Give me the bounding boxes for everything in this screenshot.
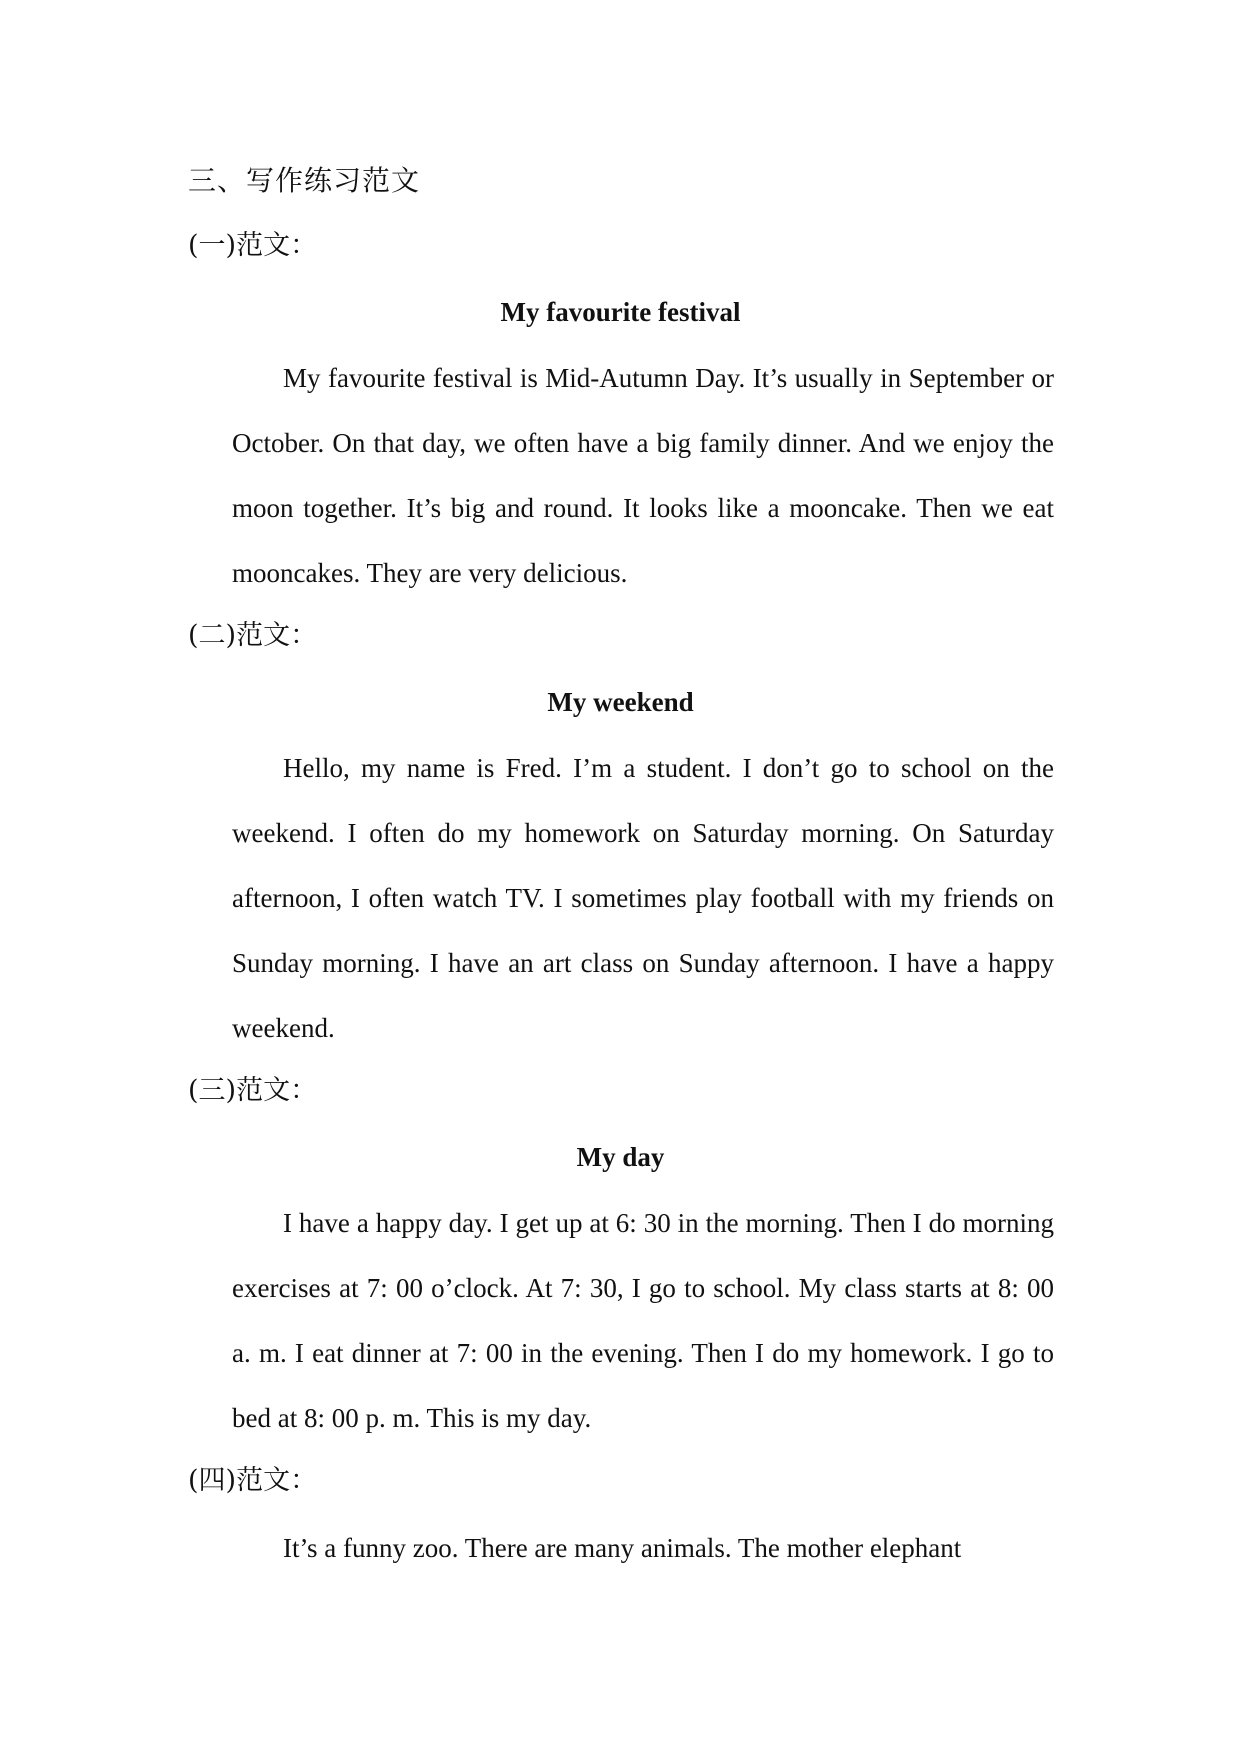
essay-2-label: (二)范文：	[188, 620, 318, 651]
essay-1-title: My favourite festival	[500, 297, 741, 327]
essay-2-title: My weekend	[547, 687, 694, 717]
essay-4-body: It’s a funny zoo. There are many animals. The mother elephant	[283, 1533, 962, 1563]
essay-3-label: (三)范文：	[188, 1075, 318, 1106]
essay-1-body: My favourite festival is Mid-Autumn Day. It’s usually in September or October. On that day, we often have a big family dinner. And we enjoy the moon together. It’s big and round. It looks like a mooncake. Then we eat mooncakes. They are very delicious.	[232, 363, 1054, 588]
section-heading: 三、写作练习范文	[188, 164, 421, 197]
essay-4-label: (四)范文：	[188, 1465, 318, 1496]
essay-2-body: Hello, my name is Fred. I’m a student. I don’t go to school on the weekend. I often do my homework on Saturday morning. On Saturday afternoon, I often watch TV. I sometimes play football with my friends on Sunday morning. I have an art class on Sunday afternoon. I have a happy weekend.	[232, 753, 1054, 1043]
essay-3-body: I have a happy day. I get up at 6: 30 in the morning. Then I do morning exercises at 7: 00 o’clock. At 7: 30, I go to school. My class starts at 8: 00 a. m. I eat dinner at 7: 00 in the evening. Then I do my homework. I go to bed at 8: 00 p. m. This is my day.	[232, 1208, 1054, 1433]
essay-3-title: My day	[576, 1142, 665, 1172]
essay-1-label: (一)范文：	[188, 230, 318, 261]
